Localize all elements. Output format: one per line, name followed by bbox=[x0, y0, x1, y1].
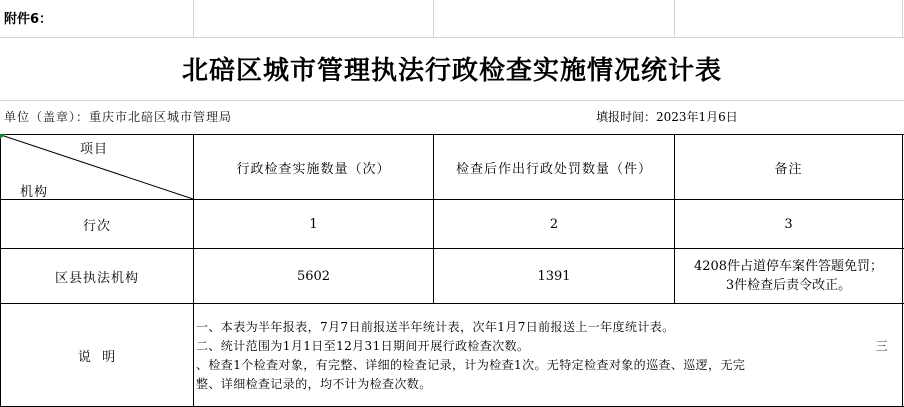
cell-line-number-1: 1 bbox=[309, 216, 318, 232]
grid-line bbox=[674, 0, 675, 37]
grid-line bbox=[902, 0, 903, 37]
grid-line bbox=[193, 0, 194, 37]
cell-penalty-count: 1391 bbox=[537, 268, 571, 284]
row-label-county-agency: 区县执法机构 bbox=[54, 270, 139, 286]
grid-line bbox=[0, 100, 904, 101]
note-line-1: 一、本表为半年报表，7月7日前报送半年统计表，次年1月7日前报送上一年度统计表。 bbox=[196, 320, 675, 334]
note-line-2-row bbox=[196, 337, 900, 356]
cell-inspection-count: 5602 bbox=[296, 268, 331, 284]
grid-line bbox=[433, 0, 434, 37]
header-inspection-count: 行政检查实施数量（次） bbox=[236, 161, 391, 177]
cell-remarks bbox=[675, 249, 902, 303]
note-line-4: 整、详细检查记录的，均不计为检查次数。 bbox=[196, 377, 432, 391]
notes-text bbox=[196, 318, 900, 394]
attachment-label: 附件6： bbox=[4, 12, 53, 27]
table-border bbox=[902, 134, 903, 407]
header-org-label: 机构 bbox=[20, 185, 49, 200]
remarks-line-2: 3件检查后责令改正。 bbox=[725, 278, 852, 293]
cell-line-number-3: 3 bbox=[784, 216, 793, 232]
note-line-2-tail: 三 bbox=[875, 339, 888, 353]
report-date: 填报时间：2023年1月6日 bbox=[596, 109, 738, 124]
note-line-3: 、检查1个检查对象，有完整、详细的检查记录，计为检查1次。无特定检查对象的巡查、巡逻，无完 bbox=[196, 358, 746, 372]
header-remarks: 备注 bbox=[774, 161, 803, 177]
header-penalty-count: 检查后作出行政处罚数量（件） bbox=[455, 161, 652, 177]
notes-label: 说 明 bbox=[77, 349, 117, 365]
row-label-line-number: 行次 bbox=[82, 218, 111, 234]
cell-line-number-2: 2 bbox=[549, 216, 559, 232]
header-item-label: 项目 bbox=[80, 142, 109, 157]
page-title: 北碚区城市管理执法行政检查实施情况统计表 bbox=[181, 55, 722, 86]
remarks-line-1: 4208件占道停车案件答题免罚； bbox=[693, 259, 884, 274]
note-line-2: 二、统计范围为1月1日至12月31日期间开展行政检查次数。 bbox=[196, 339, 530, 353]
reporting-unit: 单位（盖章）：重庆市北碚区城市管理局 bbox=[4, 109, 233, 124]
